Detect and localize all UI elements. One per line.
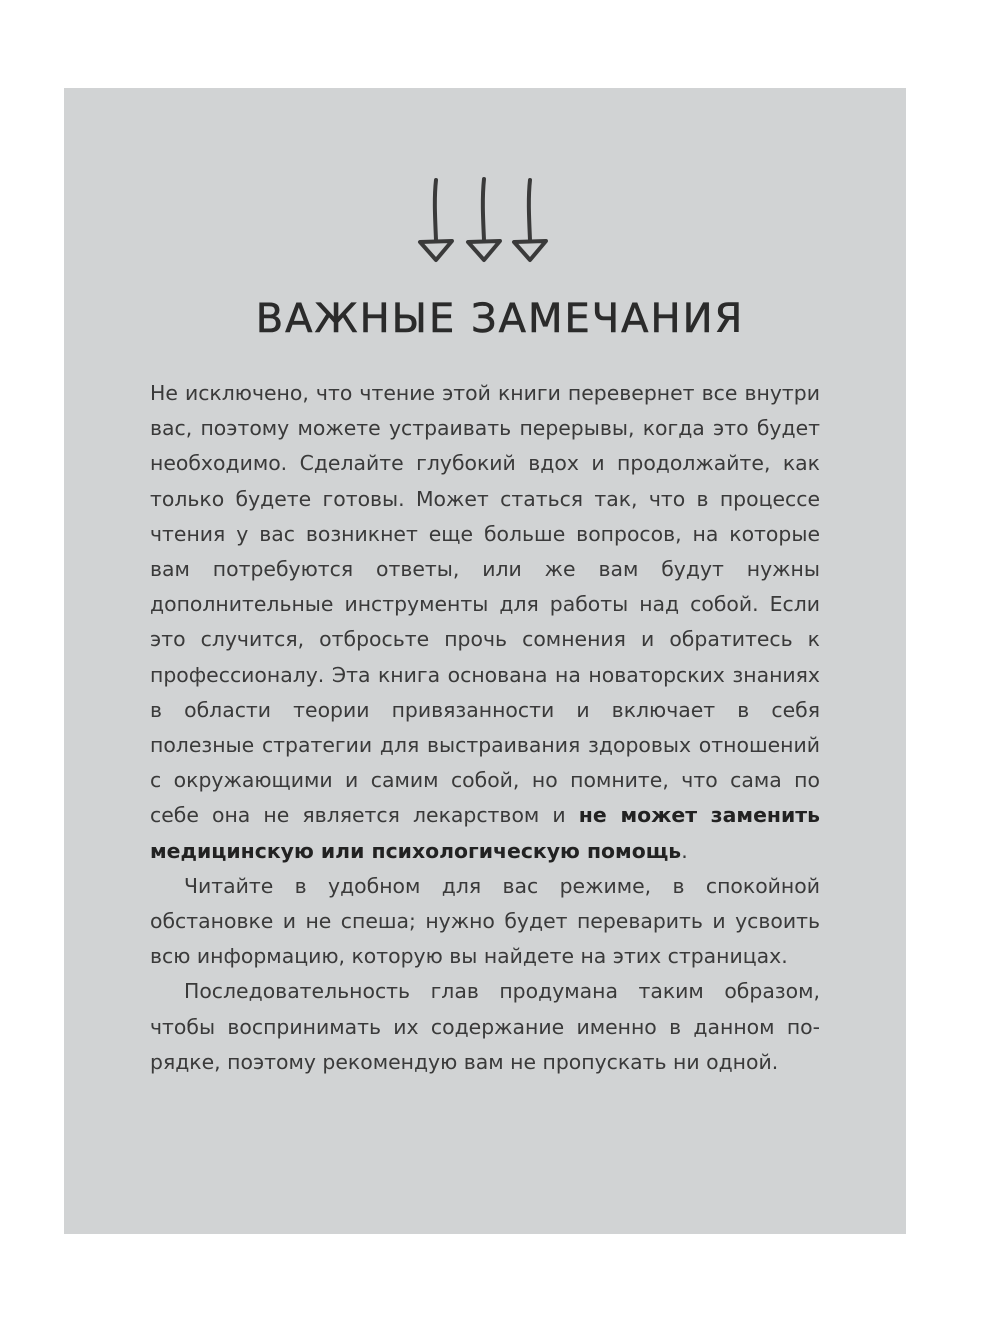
paragraph-2: Читайте в удобном для вас режиме, в спокойной обстановке и не спеша; нужно будет переварить и усвоить всю информацию, которую вы найдете на этих страницах. xyxy=(150,873,820,969)
paragraph-3: Последовательность глав продумана таким образом, чтобы воспринимать их содержание именно в данном порядке, поэтому рекомендую вам не пропускать ни одной. xyxy=(150,979,820,1074)
paragraph-1-bold: не может заменить медицинскую или психологическую помощь xyxy=(150,803,820,863)
paragraph-1 xyxy=(150,376,820,869)
page-title: ВАЖНЫЕ ЗАМЕЧАНИЯ xyxy=(255,296,745,342)
paragraph-1-text: Не исключено, что чтение этой книги перевернет все внутри вас, поэтому можете устраивать перерывы, когда это будет необходимо. Сделайте глубокий вдох и продолжайте, как только будете готовы. Может статься так, что в процессе чтения у вас возникнет еще больше вопросов, на которые вам потребуются ответы, или же вам будут нужны дополнительные инструменты для работы над собой. Если это случится, отбросьте прочь сомнения и обратитесь к профессионалу. Эта книга основана на новаторских знаниях в области теории привязанности и включает в себя полезные стратегии для выстраивания здоровых отношений с окружающими и самим собой, но помните, что сама по себе она не является лекарством и xyxy=(150,381,820,828)
body-text xyxy=(150,376,820,1080)
three-down-arrows-icon xyxy=(414,176,550,266)
paragraph-1-end: . xyxy=(681,838,688,863)
